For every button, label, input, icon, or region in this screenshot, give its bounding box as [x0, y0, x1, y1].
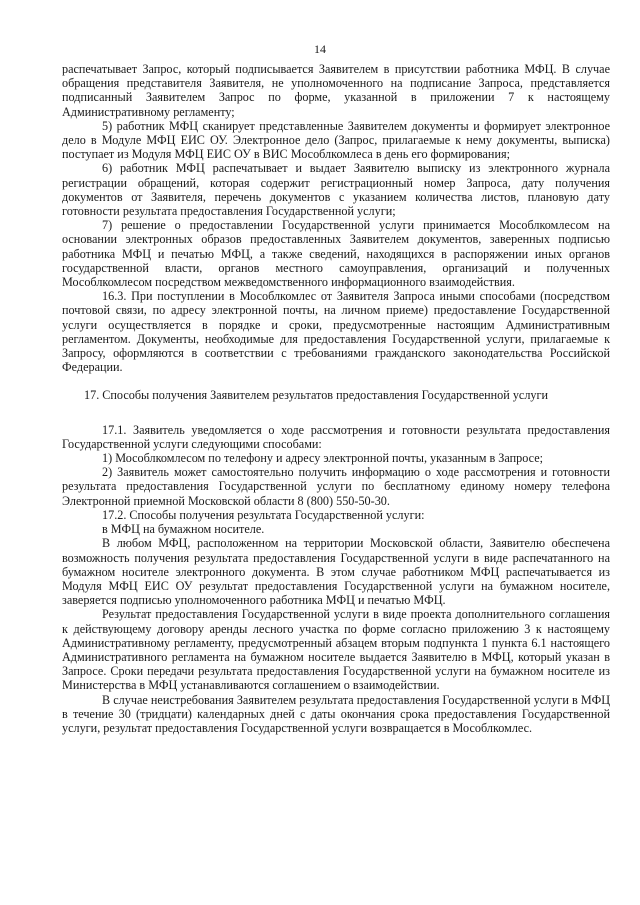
paragraph-mfc-any: В любом МФЦ, расположенном на территории Московской области, Заявителю обеспечена возможность получения результата предоставления Государственной услуги в виде распечатанного на бумажном носителе электронного документа. В этом случае работником МФЦ распечатывается из Модуля МФЦ ЕИС ОУ результат предоставления Государственной услуги на бумажном носителе, заверяется подписью уполномоченного работника МФЦ и печатью МФЦ. [62, 536, 610, 608]
paragraph-continuation: распечатывает Запрос, который подписывается Заявителем в присутствии работника МФЦ. В случае обращения представителя Заявителя, не уполномоченного на подписание Запроса, представляется подписанный Заявителем Запрос по форме, указанной в приложении 7 к настоящему Административному регламенту; [62, 62, 610, 119]
spacer [62, 403, 610, 423]
section-17-heading: 17. Способы получения Заявителем результатов предоставления Государственной услуги [84, 388, 549, 403]
paragraph-16-3: 16.3. При поступлении в Мособлкомлес от Заявителя Запроса иными способами (посредством почтовой связи, по адресу электронной почты, на личном приеме) предоставление Государственной услуги осуществляется в порядке и сроки, предусмотренные настоящим Административным регламентом. Документы, необходимые для предоставления Государственной услуги, прилагаемые к Запросу, оформляются в соответствии с требованиями гражданского законодательства Российской Федерации. [62, 289, 610, 375]
paragraph-17-1-item-1: 1) Мособлкомлесом по телефону и адресу электронной почты, указанным в Запросе; [102, 451, 544, 466]
document-body [62, 62, 610, 735]
paragraph-item-6: 6) работник МФЦ распечатывает и выдает Заявителю выписку из электронного журнала регистрации обращений, которая содержит регистрационный номер Запроса, дату получения документов от Заявителя, перечень документов с указанием количества листов, плановую дату готовности результата предоставления Государственной услуги; [62, 161, 610, 219]
paragraph-item-5: 5) работник МФЦ сканирует представленные Заявителем документы и формирует электронное дело в Модуле МФЦ ЕИС ОУ. Электронное дело (Запрос, прилагаемые к нему документы, выписка) поступает из Модуля МФЦ ЕИС ОУ в ВИС Мособлкомлеса в день его формирования; [62, 118, 610, 162]
paragraph-17-1: 17.1. Заявитель уведомляется о ходе рассмотрения и готовности результата предоставления Государственной услуги следующими способами: [62, 422, 610, 451]
paragraph-17-2-method: в МФЦ на бумажном носителе. [102, 522, 265, 537]
page-number: 14 [314, 42, 326, 56]
paragraph-17-1-item-2: 2) Заявитель может самостоятельно получить информацию о ходе рассмотрения и готовности результата предоставления Государственной услуги по бесплатному единому номеру телефона Электронной приемной Московской области 8 (800) 550-50-30. [62, 465, 610, 508]
paragraph-item-7: 7) решение о предоставлении Государственной услуги принимается Мособлкомлесом на основании электронных образов предоставленных Заявителем документов, заверенных подписью работника МФЦ и печатью МФЦ, а также сведений, находящихся в распоряжении иных органов государственной власти, органов местного самоуправления, организаций и полученных Мособлкомлесом посредством межведомственного информационного взаимодействия. [62, 218, 610, 290]
paragraph-result-agreement: Результат предоставления Государственной услуги в виде проекта дополнительного соглашения к действующему договору аренды лесного участка по форме согласно приложению 3 к настоящему Административному регламенту, предусмотренный абзацем вторым подпункта 1 пункта 6.1 настоящего Административного регламента на бумажном носителе выдается Заявителю в МФЦ, который указан в Запросе. Сроки передачи результата предоставления Государственной услуги на бумажном носителе из Министерства в МФЦ устанавливаются соглашением о взаимодействии. [62, 607, 610, 693]
spacer [62, 374, 610, 388]
paragraph-unclaimed-result: В случае неистребования Заявителем результата предоставления Государственной услуги в МФЦ в течение 30 (тридцати) календарных дней с даты окончания срока предоставления Государственной услуги, результат предоставления Государственной услуги возвращается в Мособлкомлес. [62, 692, 610, 735]
paragraph-17-2: 17.2. Способы получения результата Государственной услуги: [102, 507, 425, 522]
